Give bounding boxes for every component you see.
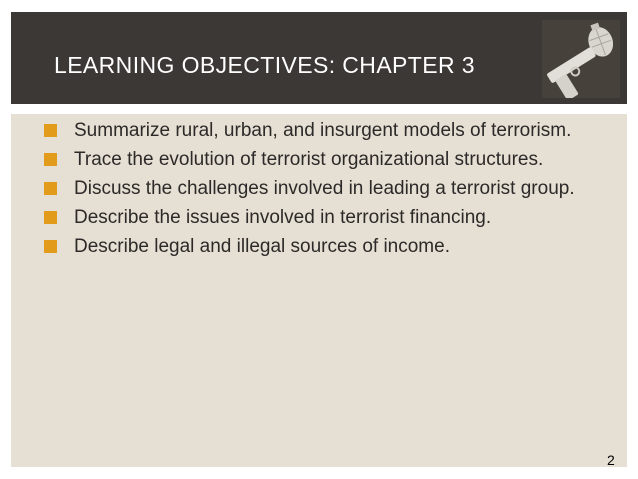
square-bullet-icon xyxy=(44,182,57,195)
list-item xyxy=(30,176,600,202)
square-bullet-icon xyxy=(44,153,57,166)
grenade-and-pistol-photo xyxy=(542,20,620,98)
square-bullet-icon xyxy=(44,240,57,253)
page-number: 2 xyxy=(607,452,615,468)
list-item xyxy=(30,234,600,260)
square-bullet-icon xyxy=(44,124,57,137)
slide-title: LEARNING OBJECTIVES: CHAPTER 3 xyxy=(54,52,475,78)
square-bullet-icon xyxy=(44,211,57,224)
objectives-list xyxy=(30,118,600,263)
weapons-illustration xyxy=(542,20,620,98)
list-item xyxy=(30,118,600,144)
bullet-text: Trace the evolution of terrorist organizational structures. xyxy=(74,149,544,170)
bullet-text: Describe the issues involved in terrorist financing. xyxy=(74,207,492,228)
list-item xyxy=(30,147,600,173)
bullet-text: Discuss the challenges involved in leading a terrorist group. xyxy=(74,178,575,199)
list-item xyxy=(30,205,600,231)
bullet-text: Summarize rural, urban, and insurgent models of terrorism. xyxy=(74,120,572,141)
bullet-text: Describe legal and illegal sources of income. xyxy=(74,236,450,257)
